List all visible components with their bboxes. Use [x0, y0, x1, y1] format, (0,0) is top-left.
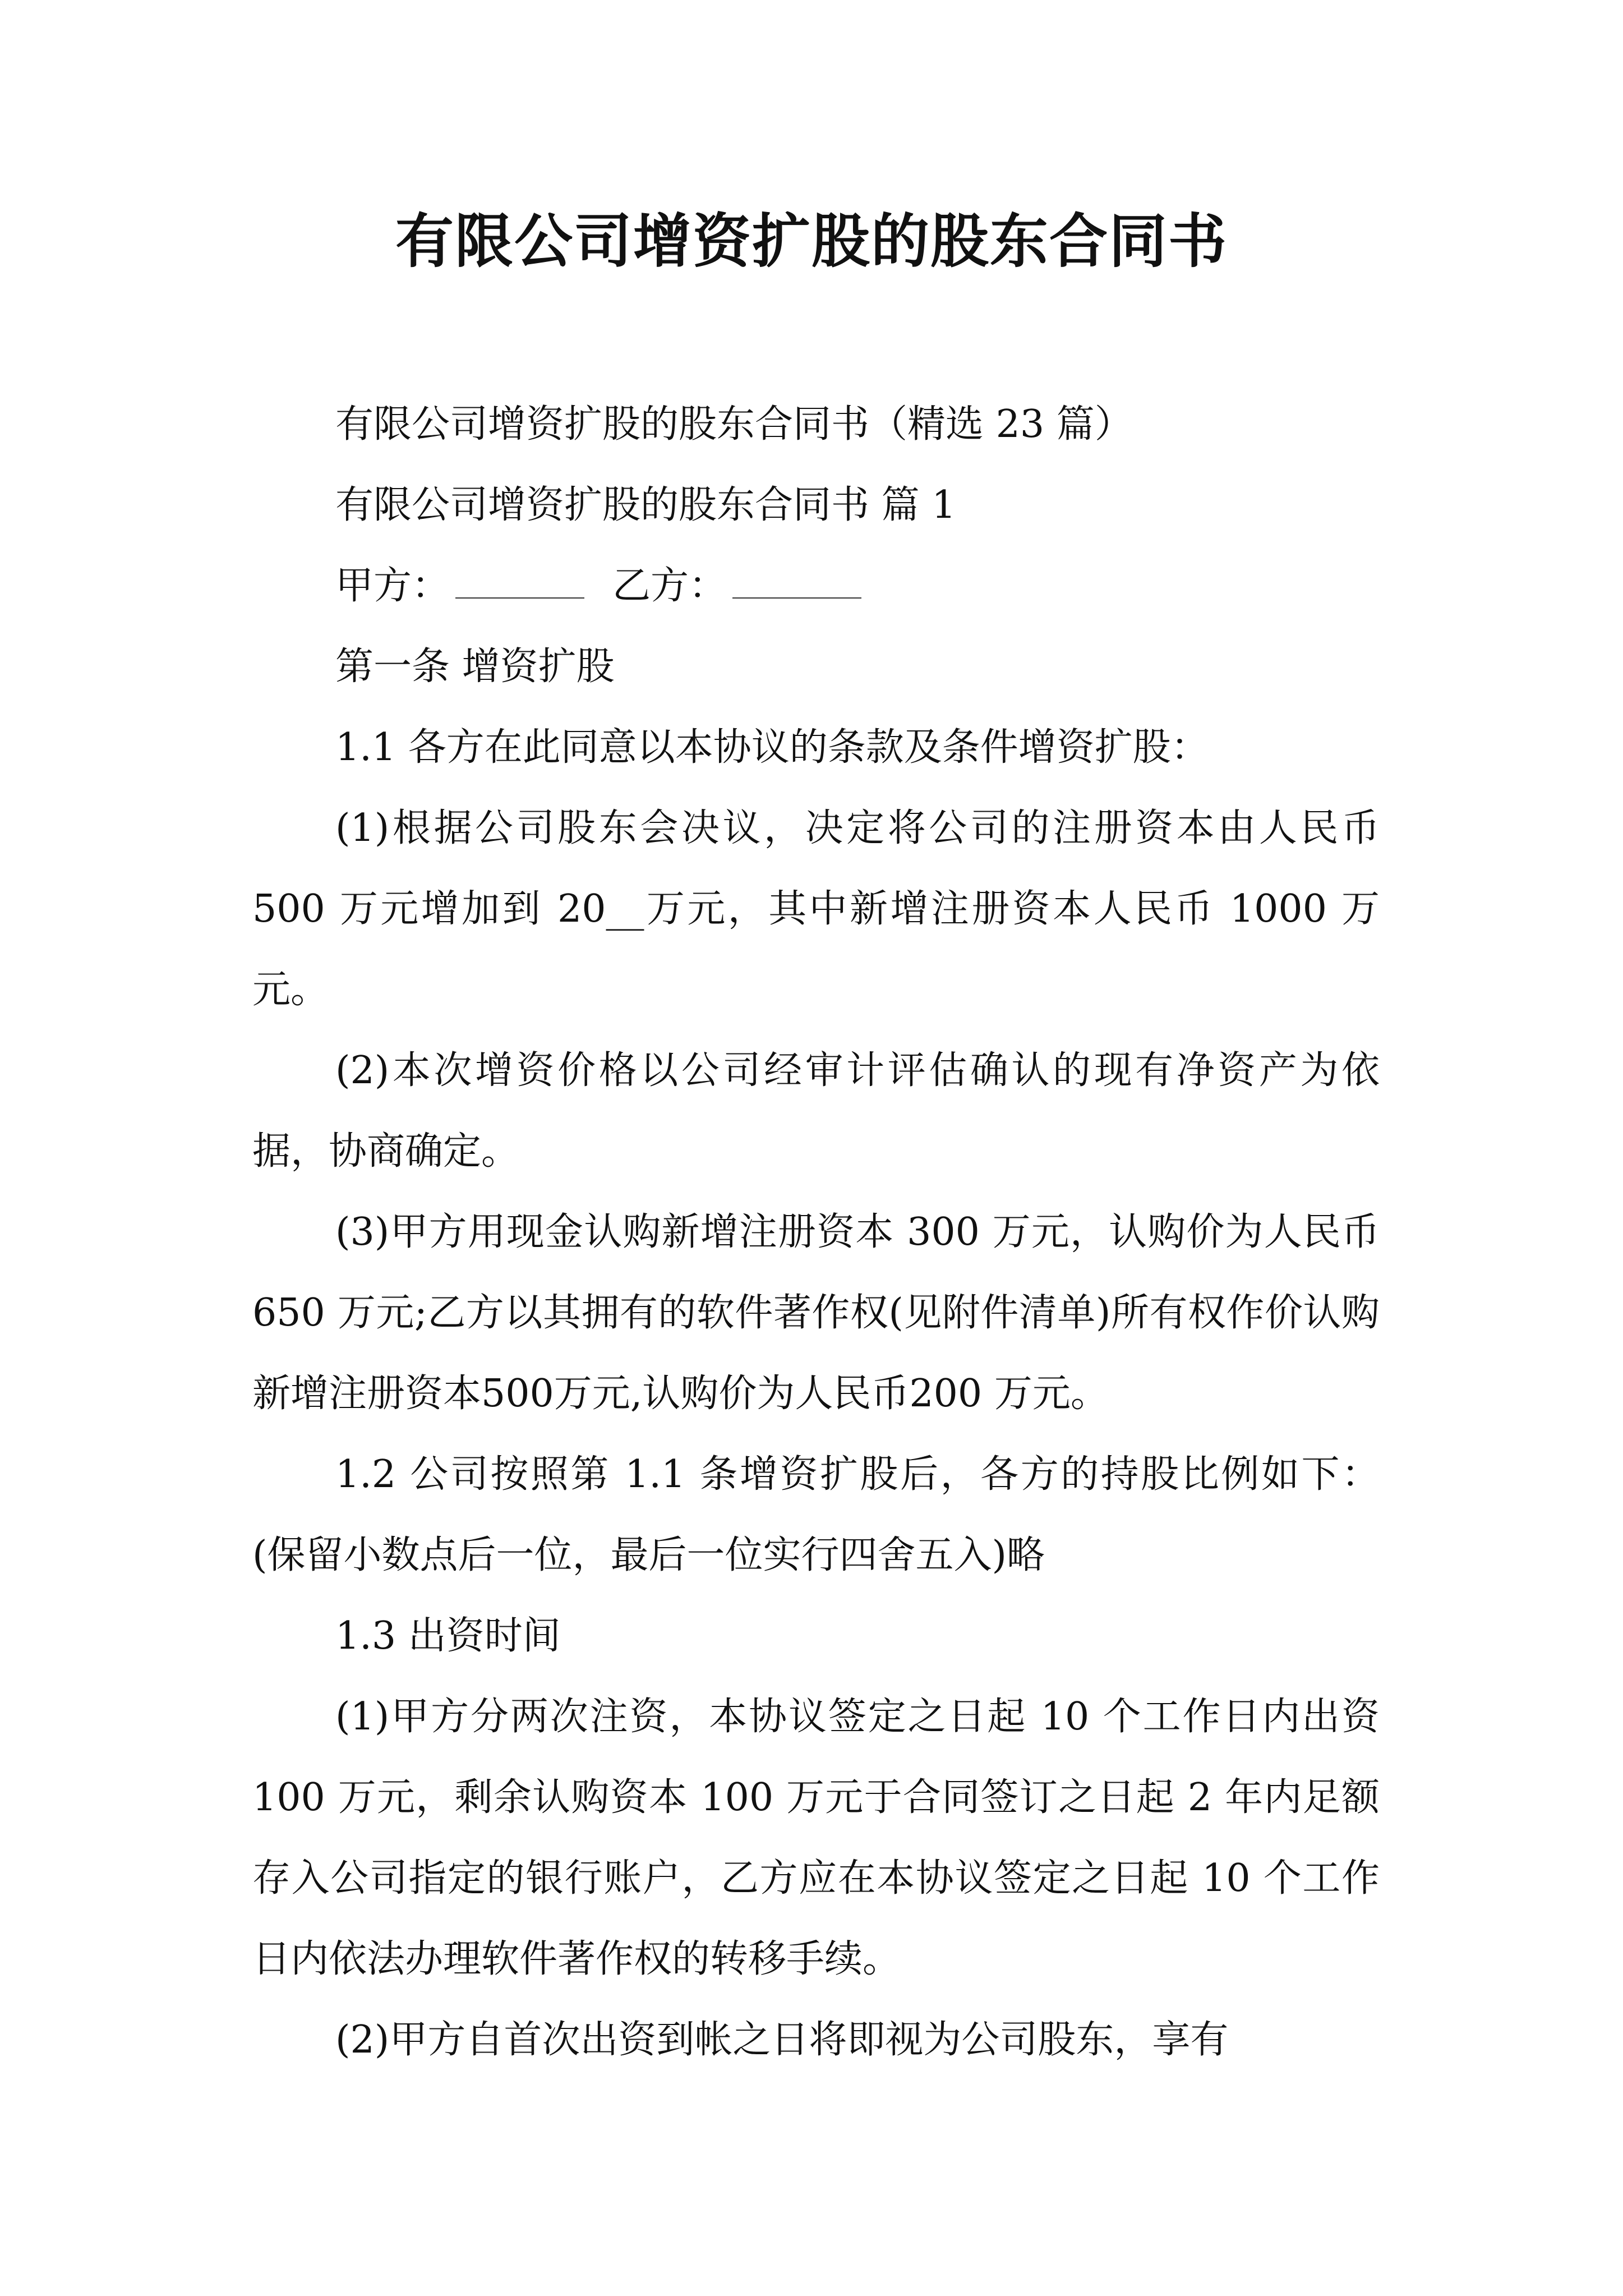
document-subtitle: 有限公司增资扩股的股东合同书（精选 23 篇）	[335, 402, 1133, 447]
paragraph: 1.3 出资时间	[335, 1614, 561, 1658]
paragraph: (2)本次增资价格以公司经审计评估确认的现有净资产为依据，协商确定。	[252, 1048, 1380, 1174]
document-body	[252, 384, 1380, 2081]
article-heading: 第一条 增资扩股	[335, 645, 615, 689]
paragraph: 1.1 各方在此同意以本协议的条款及条件增资扩股：	[335, 725, 1209, 770]
parties-line	[252, 546, 1380, 627]
chapter-heading: 有限公司增资扩股的股东合同书 篇 1	[335, 483, 956, 527]
party-b-label: 乙方：	[612, 564, 727, 608]
paragraph: (1)根据公司股东会决议，决定将公司的注册资本由人民币 500 万元增加到 20__万元，其中新增注册资本人民币 1000 万元。	[252, 806, 1380, 1012]
party-a-label: 甲方：	[335, 564, 450, 608]
paragraph: 1.2 公司按照第 1.1 条增资扩股后，各方的持股比例如下：(保留小数点后一位，最后一位实行四舍五入)略	[252, 1452, 1380, 1577]
party-a-blank	[455, 567, 584, 599]
party-b-blank	[732, 567, 861, 599]
paragraph: (2)甲方自首次出资到帐之日将即视为公司股东，享有	[335, 2018, 1229, 2062]
document-title: 有限公司增资扩股的股东合同书	[395, 207, 1228, 275]
paragraph: (1)甲方分两次注资，本协议签定之日起 10 个工作日内出资 100 万元，剩余认购资本 100 万元于合同签订之日起 2 年内足额存入公司指定的银行账户，乙方应在本协议签定之日起 10 个工作日内依法办理软件著作权的转移手续。	[252, 1695, 1380, 1981]
paragraph: (3)甲方用现金认购新增注册资本 300 万元，认购价为人民币 650 万元;乙方以其拥有的软件著作权(见附件清单)所有权作价认购新增注册资本500万元,认购价为人民币200 万元。	[252, 1210, 1380, 1416]
